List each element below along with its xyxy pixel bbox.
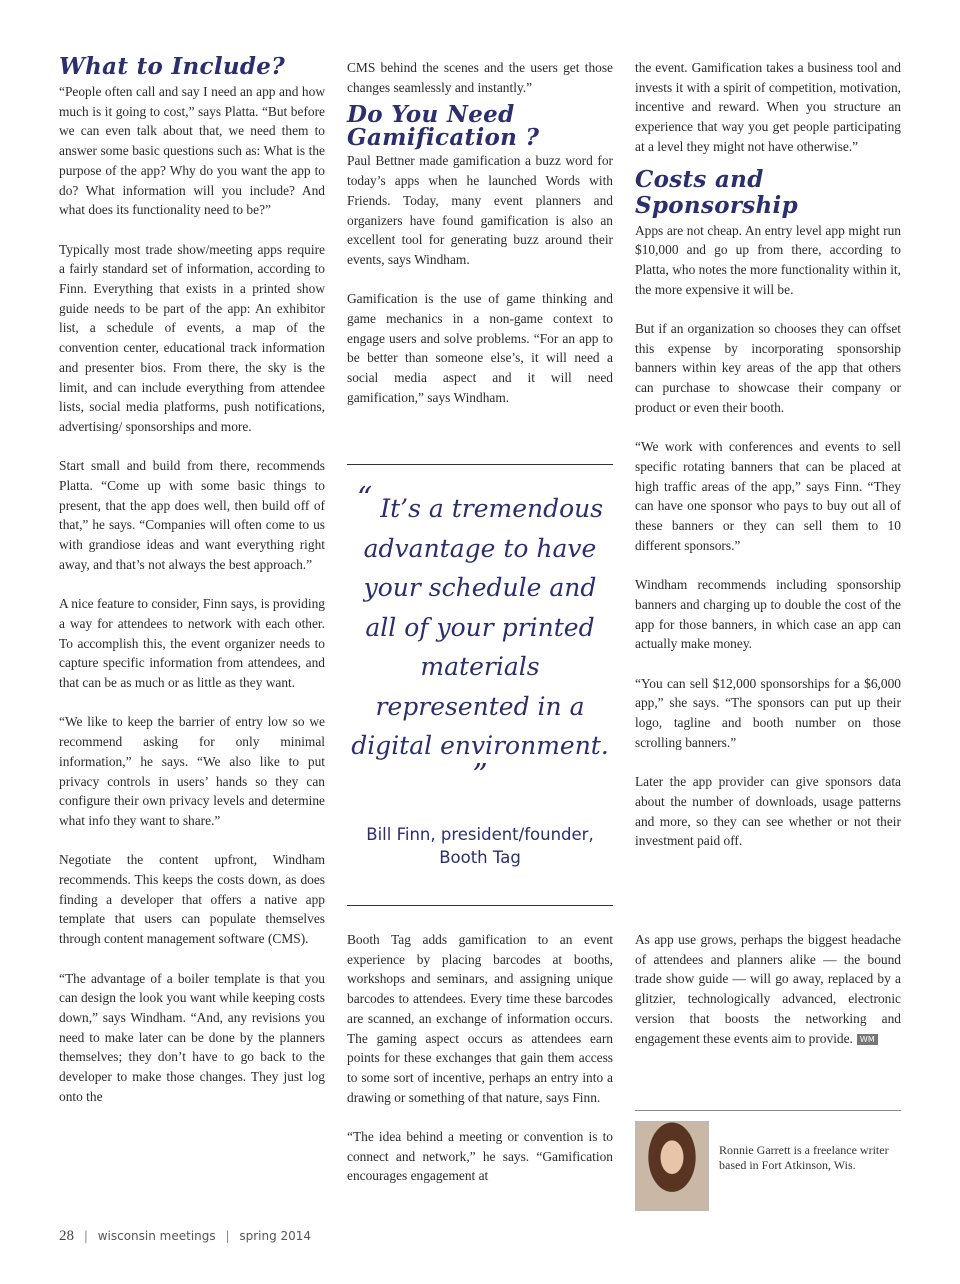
paragraph: Apps are not cheap. An entry level app might run $10,000 and go up from there, according to Platta, who notes the more functionality within it, the more expensive it will be. [635, 222, 901, 297]
column-1 [59, 53, 325, 1126]
paragraph: But if an organization so chooses they can offset this expense by incorporating sponsorship banners within key areas of the app that others can purchase to showcase their company or product or even their booth. [635, 321, 901, 415]
paragraph: “The idea behind a meeting or convention is to connect and network,” he says. “Gamification encourages engagement at [347, 1129, 613, 1184]
paragraph: A nice feature to consider, Finn says, is providing a way for attendees to network with each other. To accomplish this, the event organizer needs to capture specific information from attendees, and that can be as much or as little as they want. [59, 596, 325, 691]
paragraph: “The advantage of a boiler template is that you can design the look you want while keeping costs down,” says Windham. “And, any revisions you need to make later can be done by the planners themselves; they don’t have to go back to the developer to make those changes. They just log onto the [59, 970, 325, 1104]
paragraph-final [635, 930, 901, 1048]
column-2 [347, 58, 613, 427]
pull-quote-text [347, 481, 613, 805]
end-mark-badge: WM [857, 1034, 878, 1045]
attribution-company: Booth Tag [439, 848, 521, 867]
paragraph: Windham recommends including sponsorship banners and charging up to double the cost of the app for those banners, in which case an app can actually make money. [635, 577, 901, 652]
author-photo [635, 1121, 709, 1211]
open-quote-mark: “ [356, 481, 373, 516]
paragraph: Gamification is the use of game thinking and game mechanics in a non-game context to engage users and solve problems. “For an app to be better than someone else’s, it will need a social media aspect and it will need gamification,” says Windham. [347, 291, 613, 405]
page-number: 28 [59, 1228, 74, 1244]
heading-what-to-include: What to Include? [59, 53, 285, 80]
paragraph: Booth Tag adds gamification to an event experience by placing barcodes at booths, workshops and seminars, and assigning unique barcodes to attendees. Every time these barcodes are scanned, an exchange of information occurs. The gaming aspect occurs as attendees earn points for these exchanges that gain them access to some sort of incentive, perhaps an entry into a drawing or something of that nature, says Finn. [347, 932, 613, 1105]
heading-do-you-need-gamification: Do You Need Gamification ? [347, 101, 540, 152]
paragraph: “You can sell $12,000 sponsorships for a $6,000 app,” she says. “The sponsors can put up their logo, tagline and booth number on those scrolling banners.” [635, 675, 901, 750]
final-paragraph-text: As app use grows, perhaps the biggest headache of attendees and planners alike — the bound trade show guide — will go away, replaced by a glitzier, technologically advanced, electronic version that boosts the networking and engagement these events aim to provide. [635, 932, 901, 1046]
page-footer [59, 1228, 311, 1245]
footer-separator: | [83, 1229, 88, 1243]
close-quote-mark: ” [472, 757, 488, 793]
paragraph-continued: CMS behind the scenes and the users get those changes seamlessly and instantly.” [347, 60, 613, 95]
paragraph: Later the app provider can give sponsors data about the number of downloads, usage patterns and more, so they can see whether or not their investment paid off. [635, 774, 901, 849]
paragraph: “People often call and say I need an app and how much is it going to cost,” says Platta. “But before we can even talk about that, we need them to answer some basic questions such as: What is the purpose of the app? Why do you want the app to do? What information will you include? And what does its functionality need to be?” [59, 84, 325, 218]
author-bio-text: Ronnie Garrett is a freelance writer based in Fort Atkinson, Wis. [719, 1143, 889, 1172]
column-3 [635, 58, 901, 871]
heading-costs-and-sponsorship: Costs and Sponsorship [635, 165, 798, 219]
footer-separator: | [225, 1229, 230, 1243]
paragraph: Start small and build from there, recommends Platta. “Come up with some basic things to present, that the app does well, then build off of that,” he says. “Companies will often come to us with grandiose ideas and want everything right away, and that’s not always the best approach.” [59, 458, 325, 572]
pull-quote-body: It’s a tremendous advantage to have your schedule and all of your printed materials represented in a digital environment. [351, 494, 609, 760]
pull-quote-attribution [347, 823, 613, 869]
paragraph: “We like to keep the barrier of entry low so we recommend asking for only minimal information,” he says. “We also like to put privacy controls in users’ hands so they can configure their own privacy levels and determine what info they want to share.” [59, 714, 325, 828]
column-3-bottom [635, 930, 901, 1068]
paragraph: Paul Bettner made gamification a buzz word for today’s apps when he launched Words with Friends. Today, many event planners and organizers have found gamification is also an excellent tool for generating buzz around their events, says Windham. [347, 153, 613, 267]
paragraph: “We work with conferences and events to sell specific rotating banners that can be placed at high traffic areas of the app,” says Finn. “They can have one sponsor who pays to buy out all of these banners or they can sell them to 10 different sponsors.” [635, 439, 901, 553]
issue-date: spring 2014 [239, 1229, 312, 1243]
paragraph: Typically most trade show/meeting apps require a fairly standard set of information, according to Finn. Everything that exists in a printed show guide needs to be part of the app: An exhibitor list, a schedule of events, a map of the convention center, educational track information and presenter bios. From there, the sky is the limit, and can include everything from attendee lists, social media platforms, push notifications, advertising/ sponsorships and more. [59, 241, 325, 434]
pull-quote [347, 464, 613, 906]
column-2-bottom [347, 930, 613, 1206]
paragraph-continued: the event. Gamification takes a business tool and invests it with a spirit of competition, motivation, incentive and reward. When you structure an experience that way you get people participating at a level they might not have otherwise.” [635, 60, 901, 154]
publication-name: wisconsin meetings [97, 1229, 216, 1243]
author-bio [635, 1110, 901, 1172]
paragraph: Negotiate the content upfront, Windham recommends. This keeps the costs down, as does finding a developer that offers a native app template that users can populate themselves through content management software (CMS). [59, 852, 325, 947]
attribution-name: Bill Finn, president/founder, [366, 825, 594, 844]
